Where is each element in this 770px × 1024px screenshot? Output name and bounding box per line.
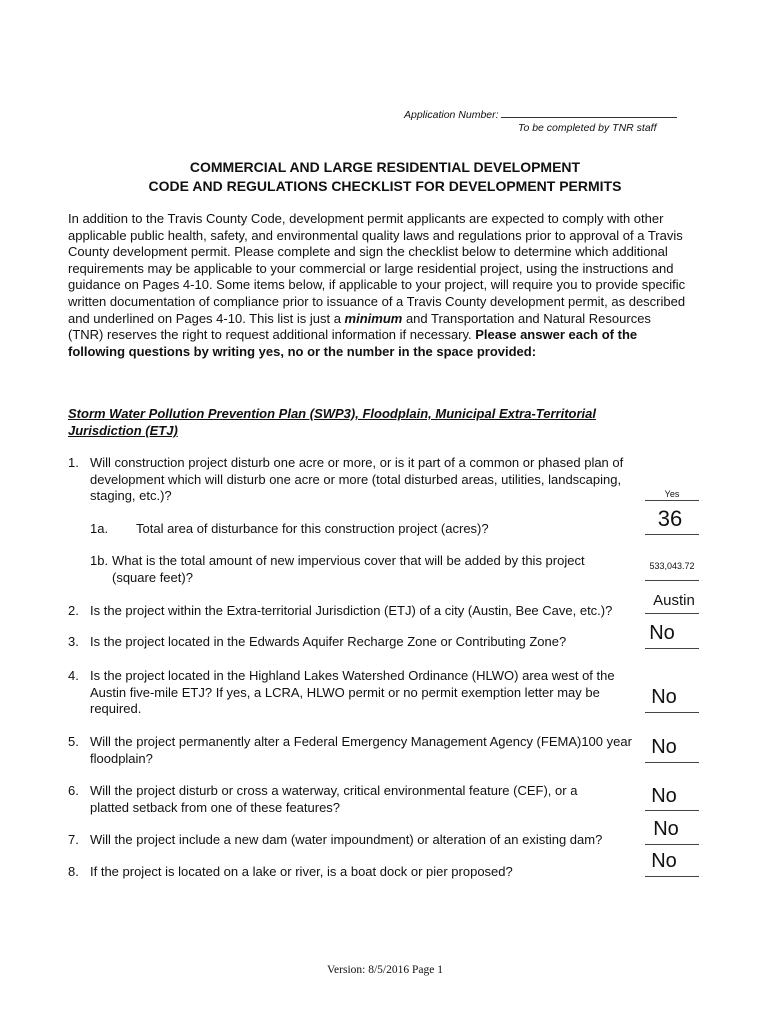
answer-1b[interactable]: 533,043.72 xyxy=(649,561,695,571)
application-number-blank[interactable] xyxy=(501,108,677,118)
answer-line-7 xyxy=(645,844,699,845)
question-text: Total area of disturbance for this construction project (acres)? xyxy=(136,521,489,536)
answer-1a[interactable]: 36 xyxy=(657,506,683,531)
answer-2[interactable]: Austin xyxy=(653,592,695,609)
section-heading: Storm Water Pollution Prevention Plan (SWP3), Floodplain, Municipal Extra-Territorial Jurisdiction (ETJ) xyxy=(68,406,597,438)
question-4 xyxy=(68,668,648,720)
answer-line-8 xyxy=(645,876,699,877)
question-text: What is the total amount of new impervious cover that will be added by this project (square feet)? xyxy=(112,553,585,585)
answer-4[interactable]: No xyxy=(651,686,677,708)
answer-3[interactable]: No xyxy=(649,622,675,644)
question-number: 1a. xyxy=(90,521,109,536)
question-number: 2. xyxy=(68,603,79,618)
application-number-line xyxy=(404,108,677,121)
question-text: Will the project permanently alter a Federal Emergency Management Agency (FEMA)100 year floodplain? xyxy=(90,734,632,766)
question-3 xyxy=(68,634,648,652)
answer-line-4 xyxy=(645,712,699,713)
question-text: Is the project within the Extra-territorial Jurisdiction (ETJ) of a city (Austin, Bee Cave, etc.)? xyxy=(90,603,613,618)
question-number: 3. xyxy=(68,634,79,649)
answer-line-1a xyxy=(645,534,699,535)
question-5 xyxy=(68,734,648,768)
question-text: Is the project located in the Edwards Aquifer Recharge Zone or Contributing Zone? xyxy=(90,634,567,649)
answer-line-5 xyxy=(645,762,699,763)
answer-7[interactable]: No xyxy=(653,818,679,840)
staff-note: To be completed by TNR staff xyxy=(518,122,657,134)
answer-line-1 xyxy=(645,500,699,501)
answer-5[interactable]: No xyxy=(651,736,677,758)
question-7 xyxy=(68,832,648,850)
question-number: 7. xyxy=(68,832,79,847)
answer-line-2 xyxy=(645,613,699,614)
question-6 xyxy=(68,783,648,817)
answer-6[interactable]: No xyxy=(651,785,677,807)
answer-line-6 xyxy=(645,810,699,811)
intro-instruction: Please answer each of the following questions by writing yes, no or the number in the space provided: xyxy=(68,327,638,359)
intro-text-part1: In addition to the Travis County Code, development permit applicants are expected to comply with other applicable public health, safety, and environmental quality laws and regulations prior to approval of a Travis County development permit. Please complete and sign the checklist below to determine which additional requirements may be applicable to your commercial or large residential project, using the instructions and guidance on Pages 4-10. Some items below, if applicable to your project, will require you to provide specific written documentation of compliance prior to issuance of a Travis County development permit, as described and underlined on Pages 4-10. This list is just a xyxy=(68,211,686,326)
answer-line-3 xyxy=(645,648,699,649)
question-text: Will the project disturb or cross a waterway, critical environmental feature (CEF), or a platted setback from one of these features? xyxy=(90,783,578,815)
question-1b xyxy=(68,553,648,587)
intro-emphasis: minimum xyxy=(344,310,403,326)
question-text: If the project is located on a lake or river, is a boat dock or pier proposed? xyxy=(90,864,513,879)
answer-1[interactable]: Yes xyxy=(664,489,680,499)
answer-8[interactable]: No xyxy=(651,850,677,872)
intro-text-part2: and Transportation and Natural Resources (TNR) reserves the right to request additional information if necessary. xyxy=(68,310,651,343)
question-number: 1b. xyxy=(90,553,109,568)
application-number-label: Application Number: xyxy=(404,109,499,121)
question-number: 6. xyxy=(68,783,79,798)
page-footer: Version: 8/5/2016 Page 1 xyxy=(327,964,443,976)
document-title-line-1: COMMERCIAL AND LARGE RESIDENTIAL DEVELOPMENT xyxy=(189,159,581,175)
answer-line-1b xyxy=(645,580,699,581)
question-number: 4. xyxy=(68,668,79,683)
question-number: 8. xyxy=(68,864,79,879)
question-number: 1. xyxy=(68,455,79,470)
question-8 xyxy=(68,864,648,882)
question-2 xyxy=(68,603,648,621)
question-number: 5. xyxy=(68,734,79,749)
question-text: Will the project include a new dam (water impoundment) or alteration of an existing dam? xyxy=(90,832,603,847)
intro-paragraph xyxy=(68,211,688,360)
document-title-line-2: CODE AND REGULATIONS CHECKLIST FOR DEVELOPMENT PERMITS xyxy=(148,178,622,194)
question-1 xyxy=(68,455,648,507)
question-1a xyxy=(68,521,648,539)
question-text: Is the project located in the Highland Lakes Watershed Ordinance (HLWO) area west of the Austin five-mile ETJ? If yes, a LCRA, HLWO permit or no permit exemption letter may be required. xyxy=(90,668,615,717)
question-text: Will construction project disturb one acre or more, or is it part of a common or phased plan of development which will disturb one acre or more (total disturbed areas, utilities, landscaping, staging, etc.)? xyxy=(90,455,624,504)
